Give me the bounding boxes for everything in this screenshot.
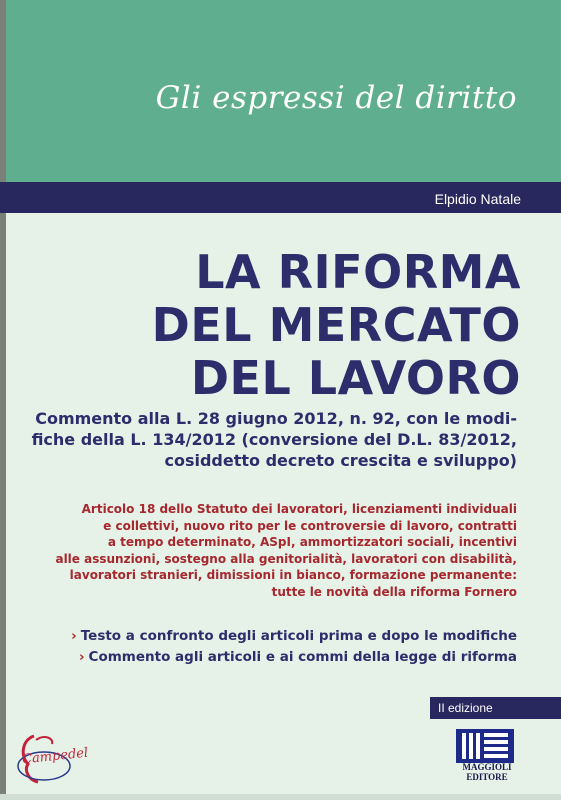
bookseller-name: Campedel xyxy=(21,745,89,768)
subtitle-line: Commento alla L. 28 giugno 2012, n. 92, con le modi- xyxy=(35,409,517,428)
series-title: Gli espressi del diritto xyxy=(155,80,517,116)
feature-bullets xyxy=(71,626,517,668)
bottom-strip xyxy=(0,794,561,800)
feature-bullet xyxy=(71,647,517,668)
book-subtitle xyxy=(0,408,517,471)
topics-list xyxy=(27,501,517,600)
publisher-name xyxy=(452,762,522,782)
subtitle-line: fiche della L. 134/2012 (conversione del D.L. 83/2012, xyxy=(31,430,517,449)
bullet-chevron-icon: › xyxy=(78,649,85,665)
bullet-chevron-icon: › xyxy=(71,628,77,644)
publisher-line: EDITORE xyxy=(466,772,508,782)
topics-line: Articolo 18 dello Statuto dei lavoratori, licenziamenti individuali xyxy=(81,502,517,516)
author-name: Elpidio Natale xyxy=(434,191,521,207)
topics-line: tutte le novità della riforma Fornero xyxy=(271,584,517,599)
topics-line: lavoratori stranieri, dimissioni in bianco, formazione permanente: xyxy=(69,568,517,582)
topics-line: e collettivi, nuovo rito per le controversie di lavoro, contratti xyxy=(103,518,517,533)
title-line: LA RIFORMA xyxy=(195,245,521,299)
title-line: DEL MERCATO xyxy=(151,298,521,352)
bullet-text: Commento agli articoli e ai commi della legge di riforma xyxy=(88,649,517,665)
subtitle-line: cosiddetto decreto crescita e sviluppo) xyxy=(164,451,517,470)
edition-label: II edizione xyxy=(438,701,493,715)
title-line: DEL LAVORO xyxy=(190,351,521,405)
topics-line: alle assunzioni, sostegno alla genitorialità, lavoratori con disabilità, xyxy=(55,551,517,566)
book-title xyxy=(152,246,521,405)
publisher-line: MAGGIOLI xyxy=(462,762,512,772)
feature-bullet xyxy=(71,626,517,647)
bullet-text: Testo a confronto degli articoli prima e dopo le modifiche xyxy=(80,628,517,644)
topics-line: a tempo determinato, ASpI, ammortizzatori sociali, incentivi xyxy=(107,535,517,549)
cover-edge xyxy=(0,0,6,800)
